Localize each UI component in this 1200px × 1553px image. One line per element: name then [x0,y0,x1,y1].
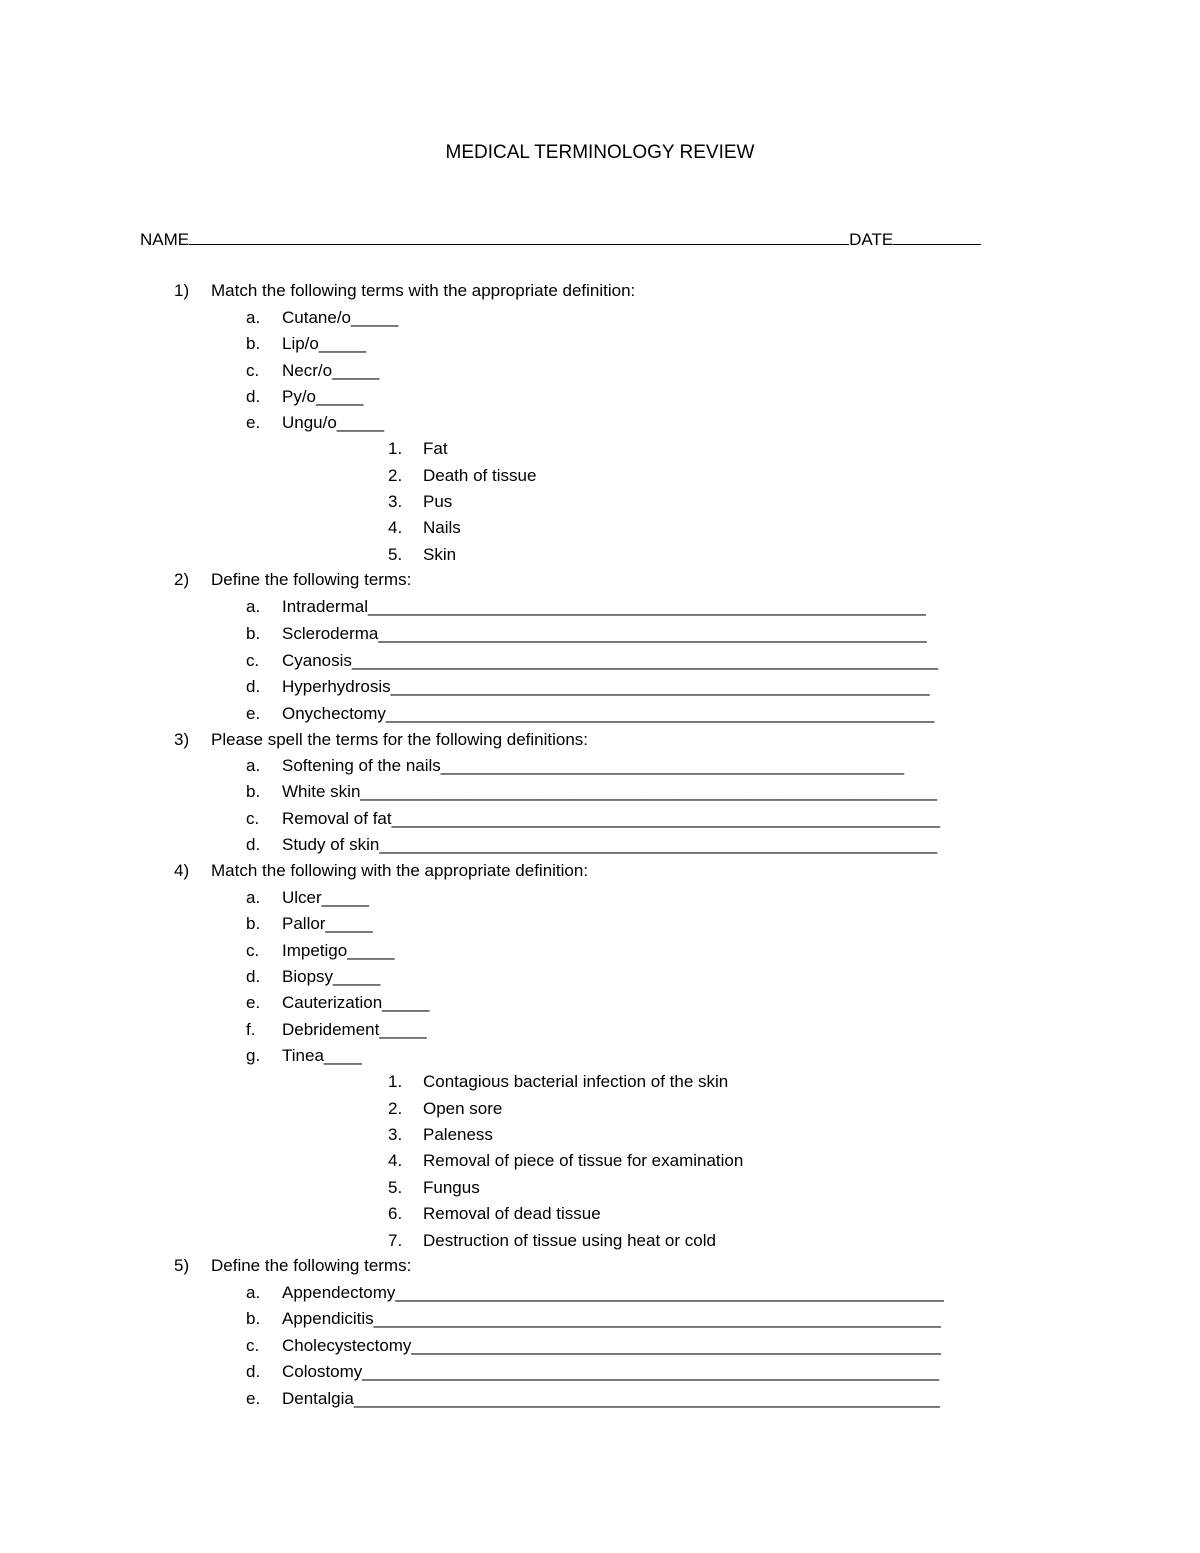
item-marker: d. [246,835,261,854]
item-text: White skin_____________________________________________________________ [282,782,938,801]
item-marker: e. [246,993,261,1012]
question-prompt: Match the following terms with the appropriate definition: [211,281,636,300]
question-prompt: Please spell the terms for the following definitions: [211,730,589,749]
item-text: Lip/o_____ [282,334,367,353]
item-marker: a. [246,888,261,907]
item-marker: d. [246,967,261,986]
item-text: Scleroderma__________________________________________________________ [282,624,927,643]
name-label: NAME [140,230,190,249]
item-marker: d. [246,387,261,406]
item-text: Impetigo_____ [282,941,395,960]
definition-marker: 4. [388,518,403,537]
definition-marker: 2. [388,1099,403,1118]
question-prompt: Define the following terms: [211,1256,412,1275]
question-prompt: Define the following terms: [211,570,412,589]
definition-text: Death of tissue [423,466,537,485]
question-number: 4) [174,861,190,880]
item-text: Hyperhydrosis_________________________________________________________ [282,677,930,696]
definition-text: Nails [423,518,461,537]
item-text: Cyanosis______________________________________________________________ [282,651,939,670]
item-marker: a. [246,756,261,775]
name-blank[interactable] [189,227,849,245]
item-marker: b. [246,914,261,933]
item-text: Removal of fat__________________________________________________________ [282,809,940,828]
question-number: 1) [174,281,190,300]
definition-marker: 4. [388,1151,403,1170]
definition-text: Fat [423,439,448,458]
definition-marker: 2. [388,466,403,485]
item-marker: e. [246,413,261,432]
definition-text: Skin [423,545,457,564]
definition-marker: 7. [388,1231,403,1250]
item-marker: g. [246,1046,261,1065]
definition-text: Contagious bacterial infection of the skin [423,1072,729,1091]
item-marker: f. [246,1020,256,1039]
definition-text: Open sore [423,1099,503,1118]
item-text: Py/o_____ [282,387,364,406]
item-marker: b. [246,624,261,643]
definition-marker: 1. [388,439,403,458]
item-text: Ungu/o_____ [282,413,385,432]
date-blank[interactable] [893,227,981,245]
item-marker: c. [246,941,260,960]
item-text: Debridement_____ [282,1020,427,1039]
definition-marker: 6. [388,1204,403,1223]
item-marker: a. [246,1283,261,1302]
item-marker: a. [246,308,261,327]
item-text: Cutane/o_____ [282,308,399,327]
definition-text: Removal of piece of tissue for examination [423,1151,744,1170]
item-marker: c. [246,809,260,828]
definition-marker: 3. [388,1125,403,1144]
item-text: Dentalgia______________________________________________________________ [282,1389,941,1408]
question-number: 2) [174,570,190,589]
question-number: 5) [174,1256,190,1275]
date-label: DATE [849,230,894,249]
item-text: Study of skin___________________________________________________________ [282,835,938,854]
question-prompt: Match the following with the appropriate definition: [211,861,589,880]
definition-text: Paleness [423,1125,493,1144]
definition-marker: 1. [388,1072,403,1091]
item-text: Cholecystectomy________________________________________________________ [282,1336,941,1355]
item-text: Onychectomy__________________________________________________________ [282,704,935,723]
item-marker: b. [246,1309,261,1328]
definition-text: Removal of dead tissue [423,1204,601,1223]
item-marker: c. [246,361,260,380]
item-text: Softening of the nails_________________________________________________ [282,756,905,775]
definition-marker: 3. [388,492,403,511]
item-text: Colostomy_____________________________________________________________ [282,1362,940,1381]
item-marker: b. [246,782,261,801]
definition-text: Pus [423,492,453,511]
item-text: Appendicitis____________________________________________________________ [282,1309,941,1328]
item-marker: e. [246,1389,261,1408]
definition-marker: 5. [388,545,403,564]
item-text: Biopsy_____ [282,967,381,986]
definition-text: Destruction of tissue using heat or cold [423,1231,716,1250]
item-text: Intradermal___________________________________________________________ [282,597,926,616]
name-date-line [140,227,981,251]
item-marker: c. [246,651,260,670]
item-text: Tinea____ [282,1046,362,1065]
item-text: Cauterization_____ [282,993,430,1012]
item-text: Appendectomy__________________________________________________________ [282,1283,944,1302]
item-marker: b. [246,334,261,353]
item-marker: c. [246,1336,260,1355]
item-marker: e. [246,704,261,723]
definition-text: Fungus [423,1178,480,1197]
item-text: Ulcer_____ [282,888,369,907]
item-marker: a. [246,597,261,616]
item-text: Pallor_____ [282,914,373,933]
item-text: Necr/o_____ [282,361,380,380]
definition-marker: 5. [388,1178,403,1197]
item-marker: d. [246,677,261,696]
item-marker: d. [246,1362,261,1381]
question-number: 3) [174,730,190,749]
page-title: MEDICAL TERMINOLOGY REVIEW [445,142,755,163]
